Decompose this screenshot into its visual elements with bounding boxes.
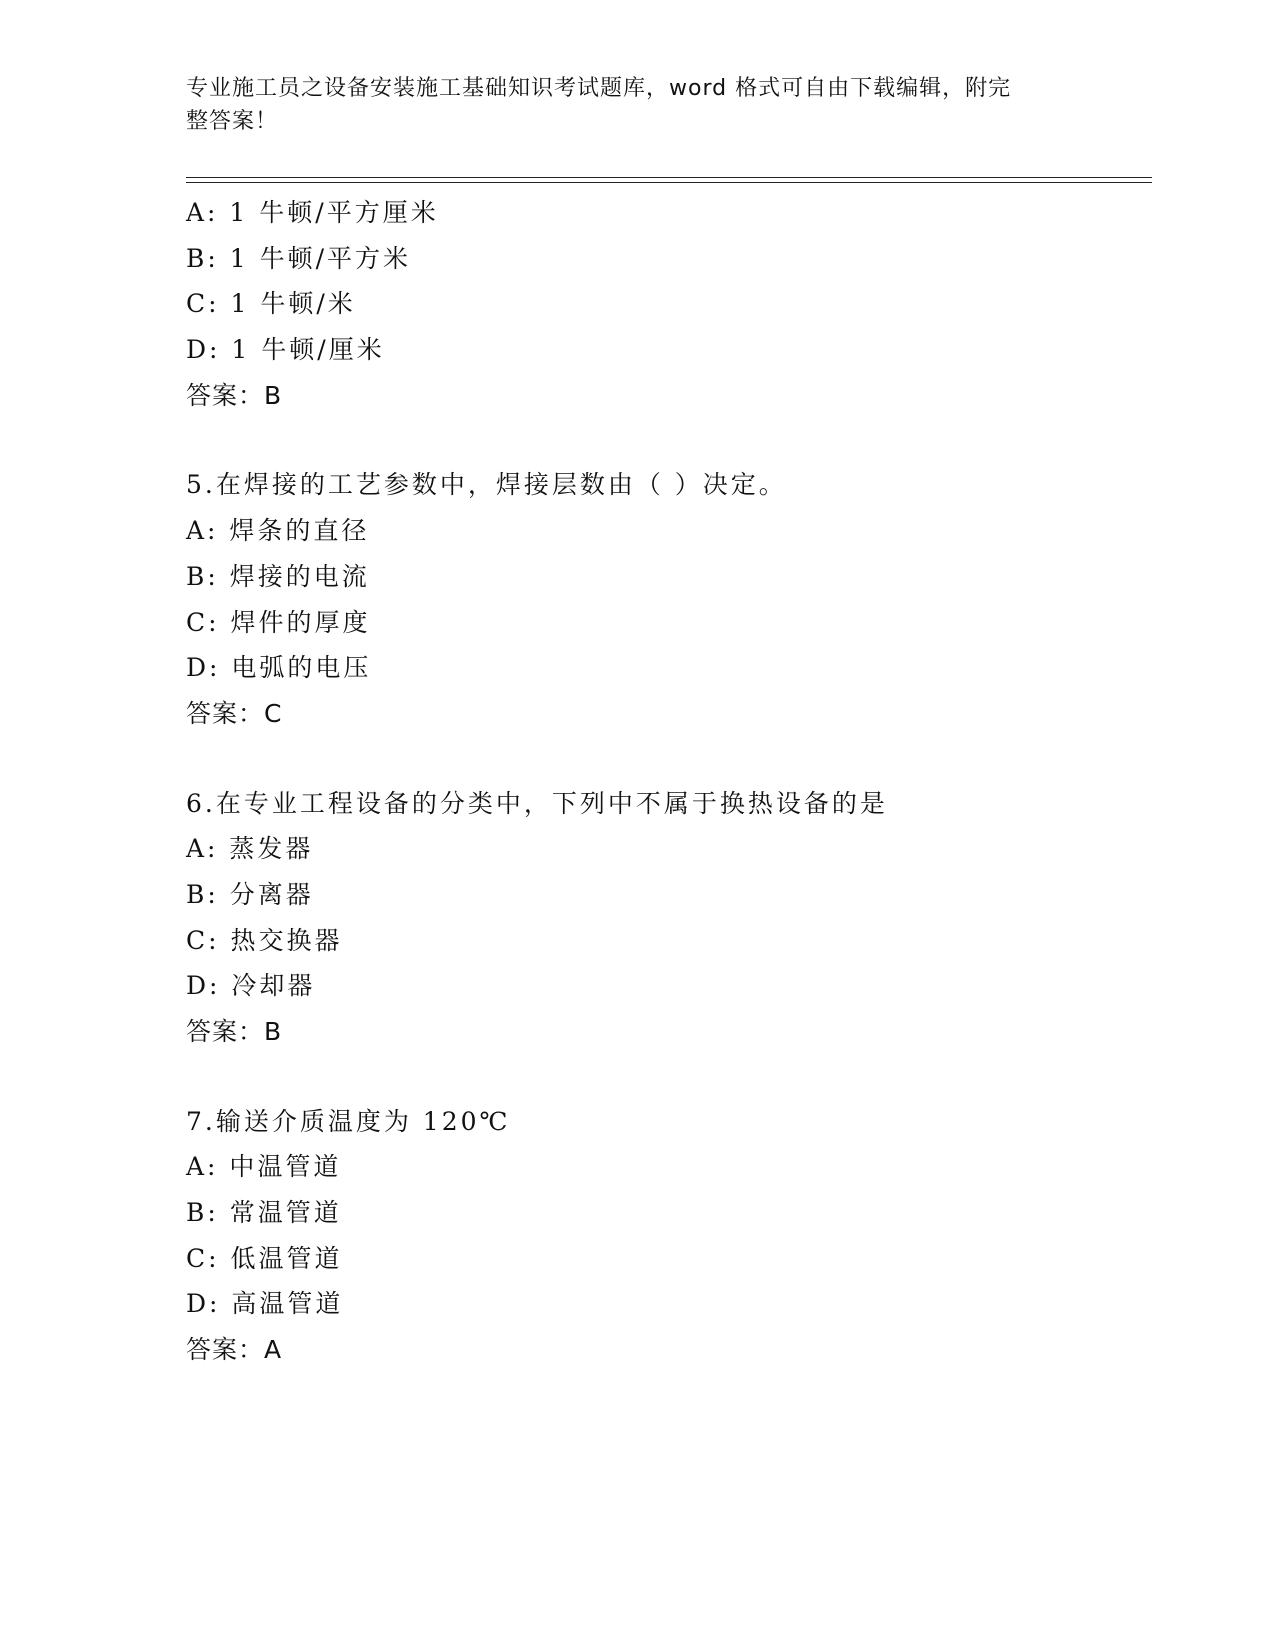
spacer xyxy=(186,1055,1152,1099)
header-line-1: 专业施工员之设备安装施工基础知识考试题库，word 格式可自由下载编辑，附完 xyxy=(186,76,1012,101)
spacer xyxy=(186,418,1152,462)
option-b: B: 分离器 xyxy=(186,879,314,909)
answer: 答案：B xyxy=(186,1017,283,1046)
question-5-block xyxy=(186,462,1152,736)
option-c: C: 1 牛顿/米 xyxy=(186,289,356,319)
option-a: A: 焊条的直径 xyxy=(186,516,370,546)
option-d: D: 冷却器 xyxy=(186,971,316,1001)
question-7-block xyxy=(186,1099,1152,1373)
question-6-block xyxy=(186,781,1152,1055)
option-a: A: 蒸发器 xyxy=(186,834,314,864)
option-d: D: 电弧的电压 xyxy=(186,653,372,683)
option-c: C: 焊件的厚度 xyxy=(186,607,371,637)
question-text: 6.在专业工程设备的分类中，下列中不属于换热设备的是 xyxy=(186,788,888,818)
option-d: D: 1 牛顿/厘米 xyxy=(186,335,385,365)
header-rule-bottom xyxy=(186,182,1152,183)
option-b: B: 焊接的电流 xyxy=(186,561,370,591)
question-list xyxy=(186,190,1152,1373)
option-b: B: 1 牛顿/平方米 xyxy=(186,243,412,273)
header-line-2: 整答案！ xyxy=(186,109,279,134)
answer: 答案：B xyxy=(186,380,283,410)
page-header xyxy=(186,72,1066,138)
header-rule-top xyxy=(186,177,1152,178)
option-d: D: 高温管道 xyxy=(186,1289,344,1319)
option-c: C: 热交换器 xyxy=(186,925,343,955)
question-text: 7.输送介质温度为 120℃ xyxy=(186,1106,511,1136)
question-4-block xyxy=(186,190,1152,418)
option-a: A: 1 牛顿/平方厘米 xyxy=(186,198,439,227)
question-text: 5.在焊接的工艺参数中，焊接层数由（ ）决定。 xyxy=(186,470,787,500)
answer: 答案：A xyxy=(186,1335,283,1365)
spacer xyxy=(186,737,1152,781)
option-c: C: 低温管道 xyxy=(186,1243,343,1273)
answer: 答案：C xyxy=(186,698,283,728)
option-b: B: 常温管道 xyxy=(186,1198,342,1228)
option-a: A: 中温管道 xyxy=(186,1152,342,1182)
